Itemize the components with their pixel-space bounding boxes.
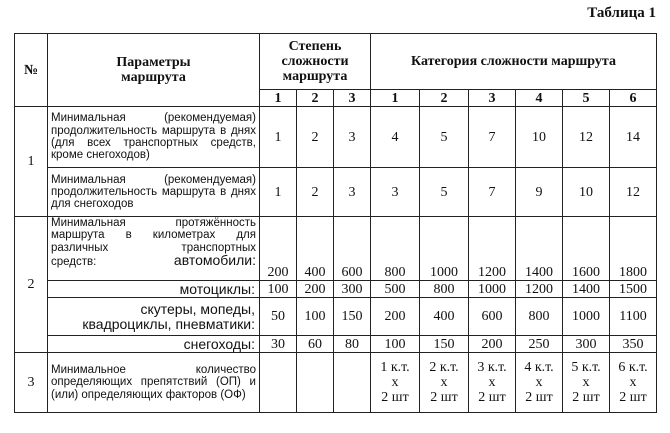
obstacles-times: х: [582, 375, 590, 390]
header-category: Категория сложности маршрута: [371, 34, 657, 90]
category-col: 1: [371, 90, 420, 107]
obstacles-times: х: [629, 375, 637, 390]
obstacles-value: [516, 353, 563, 413]
snow-value: 250: [516, 336, 563, 353]
duration-snow-value: 12: [610, 168, 657, 217]
scooter-value: 100: [297, 298, 334, 336]
cars-value: 800: [371, 217, 420, 281]
obstacles-empty-cell: [297, 353, 334, 413]
route-parameters-table: [14, 33, 657, 413]
duration-snow-value: 9: [516, 168, 563, 217]
moto-value: 1000: [469, 281, 516, 298]
cars-value: 400: [297, 217, 334, 281]
snow-value: 100: [371, 336, 420, 353]
duration-snow-value: 7: [469, 168, 516, 217]
cars-value: 1200: [469, 217, 516, 281]
duration-all-value: 10: [516, 107, 563, 168]
cars-value: 1800: [610, 217, 657, 281]
header-degree: [260, 34, 371, 90]
category-col: 6: [610, 90, 657, 107]
scooter-label-line1: скутеры, мопеды,: [140, 300, 255, 317]
scooter-label: [48, 298, 260, 336]
obstacles-count: 1 к.т.: [380, 360, 410, 375]
scooter-value: 1000: [563, 298, 610, 336]
category-col: 3: [469, 90, 516, 107]
header-number: №: [15, 34, 48, 107]
category-col: 5: [563, 90, 610, 107]
obstacles-count: 5 к.т.: [571, 360, 601, 375]
scooter-value: 150: [334, 298, 371, 336]
header-params-text: Параметры маршрута: [116, 55, 191, 85]
moto-value: 200: [297, 281, 334, 298]
obstacles-times: х: [391, 375, 399, 390]
duration-all-value: 1: [260, 107, 297, 168]
scooter-value: 50: [260, 298, 297, 336]
cars-value: 1400: [516, 217, 563, 281]
duration-all-value: 3: [334, 107, 371, 168]
obstacles-value: [610, 353, 657, 413]
cars-value: 1600: [563, 217, 610, 281]
obstacles-pieces: 2 шт: [478, 390, 506, 405]
snow-value: 150: [420, 336, 469, 353]
obstacles-pieces: 2 шт: [619, 390, 647, 405]
snow-label: снегоходы:: [48, 336, 260, 353]
distance-intro-tail: средств:: [51, 255, 97, 268]
distance-intro: Минимальная протяжённость маршрута в километрах для различных транспортных: [51, 217, 256, 254]
scooter-value: 800: [516, 298, 563, 336]
obstacles-pieces: 2 шт: [430, 390, 458, 405]
distance-intro-tail-row: [51, 251, 256, 268]
table-label: Таблица 1: [587, 5, 656, 21]
obstacles-pieces: 2 шт: [572, 390, 600, 405]
cars-label: автомобили:: [173, 251, 256, 268]
scooter-value: 600: [469, 298, 516, 336]
snow-value: 30: [260, 336, 297, 353]
duration-all-value: 12: [563, 107, 610, 168]
obstacles-count: 4 к.т.: [524, 360, 554, 375]
obstacles-times: х: [488, 375, 496, 390]
obstacles-count: 2 к.т.: [429, 360, 459, 375]
row-number: 1: [15, 107, 48, 217]
moto-value: 500: [371, 281, 420, 298]
obstacles-value: [469, 353, 516, 413]
cut-off-text-line: [0, 0, 670, 6]
header-degree-text: Степень сложности маршрута: [281, 39, 349, 84]
obstacles-empty-cell: [334, 353, 371, 413]
cars-value: 600: [334, 217, 371, 281]
moto-label: мотоциклы:: [48, 281, 260, 298]
cars-value: 1000: [420, 217, 469, 281]
snow-value: 350: [610, 336, 657, 353]
obstacles-count: 3 к.т.: [477, 360, 507, 375]
duration-all-value: 7: [469, 107, 516, 168]
duration-snow-value: 2: [297, 168, 334, 217]
degree-col: 1: [260, 90, 297, 107]
moto-value: 800: [420, 281, 469, 298]
category-col: 4: [516, 90, 563, 107]
obstacles-count: 6 к.т.: [618, 360, 648, 375]
duration-snow-value: 1: [260, 168, 297, 217]
moto-value: 1200: [516, 281, 563, 298]
obstacles-label: Минимальное количество определяющих препятствий (ОП) и (или) определяющих факторов (ОФ): [48, 353, 260, 413]
obstacles-times: х: [440, 375, 448, 390]
obstacles-value: [420, 353, 469, 413]
distance-cars-label: [48, 217, 260, 281]
scooter-label-line2: квадроциклы, пневматики:: [82, 315, 255, 332]
moto-value: 1500: [610, 281, 657, 298]
duration-all-value: 14: [610, 107, 657, 168]
obstacles-pieces: 2 шт: [525, 390, 553, 405]
duration-all-value: 4: [371, 107, 420, 168]
header-params: [48, 34, 260, 107]
duration-snow-value: 5: [420, 168, 469, 217]
scooter-value: 400: [420, 298, 469, 336]
moto-value: 1400: [563, 281, 610, 298]
snow-value: 300: [563, 336, 610, 353]
category-col: 2: [420, 90, 469, 107]
duration-snow-value: 3: [371, 168, 420, 217]
duration-snow-value: 3: [334, 168, 371, 217]
obstacles-pieces: 2 шт: [381, 390, 409, 405]
snow-value: 60: [297, 336, 334, 353]
obstacles-value: [371, 353, 420, 413]
duration-snow-value: 10: [563, 168, 610, 217]
degree-col: 2: [297, 90, 334, 107]
snow-value: 80: [334, 336, 371, 353]
degree-col: 3: [334, 90, 371, 107]
row-number: 2: [15, 217, 48, 353]
obstacles-empty-cell: [260, 353, 297, 413]
duration-all-value: 5: [420, 107, 469, 168]
duration-all-value: 2: [297, 107, 334, 168]
scooter-value: 200: [371, 298, 420, 336]
row-number: 3: [15, 353, 48, 413]
snow-value: 200: [469, 336, 516, 353]
duration-snow-label: Минимальная (рекомендуемая) продолжительность маршрута в днях для снегоходов: [48, 168, 260, 217]
duration-all-label: Минимальная (рекомендуемая) продолжительность маршрута в днях (для всех транспортных средств, кроме снегоходов): [48, 107, 260, 168]
moto-value: 300: [334, 281, 371, 298]
moto-value: 100: [260, 281, 297, 298]
obstacles-value: [563, 353, 610, 413]
scooter-value: 1100: [610, 298, 657, 336]
cars-value: 200: [260, 217, 297, 281]
obstacles-times: х: [535, 375, 543, 390]
